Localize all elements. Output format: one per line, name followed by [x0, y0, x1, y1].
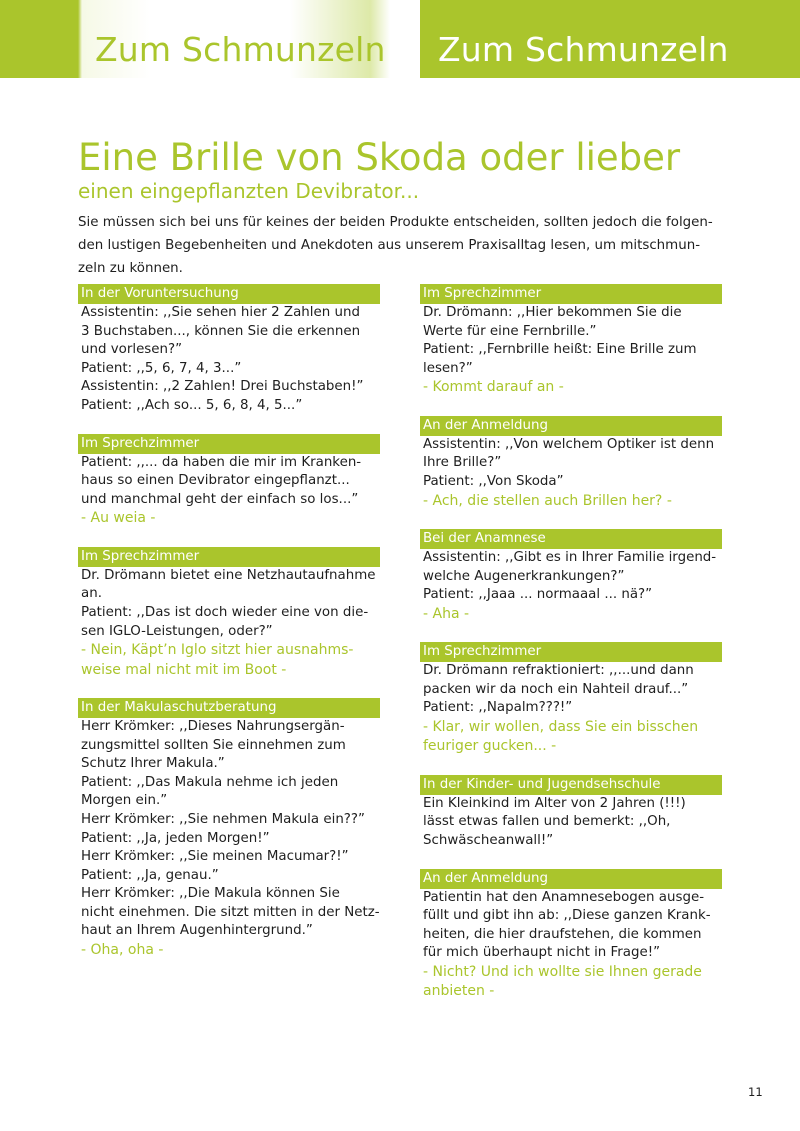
- anecdote-line: Herr Krömker: ,,Die Makula können Sie: [81, 886, 340, 902]
- page-header: [0, 0, 800, 78]
- anecdote-heading: In der Kinder- und Jugendsehschule: [420, 775, 722, 795]
- anecdote-line: sen IGLO-Leistungen, oder?”: [81, 623, 273, 639]
- anecdote-line: für mich überhaupt nicht in Frage!”: [423, 945, 661, 961]
- intro-line: Sie müssen sich bei uns für keines der beiden Produkte entscheiden, sollten jedoch die folgen-: [78, 215, 713, 230]
- anecdote-line: Patient: ,,5, 6, 7, 4, 3...”: [81, 360, 242, 376]
- anecdote-line: haut an Ihrem Augenhintergrund.”: [81, 923, 313, 939]
- header-right-title: Zum Schmunzeln: [438, 30, 729, 69]
- intro-line: zeln zu können.: [78, 260, 183, 276]
- anecdote-line: Dr. Drömann bietet eine Netzhautaufnahme: [81, 567, 376, 583]
- anecdote-heading: In der Voruntersuchung: [78, 284, 380, 304]
- anecdote-block: [78, 434, 380, 529]
- anecdote-line: Assistentin: ,,Von welchem Optiker ist denn: [423, 436, 715, 452]
- anecdote-line: welche Augenerkrankungen?”: [423, 568, 625, 584]
- anecdote-line: Herr Krömker: ,,Dieses Nahrungsergän-: [81, 718, 345, 734]
- intro-paragraph: [78, 212, 718, 280]
- anecdote-heading: An der Anmeldung: [420, 869, 722, 889]
- anecdote-line: Ihre Brille?”: [423, 455, 502, 471]
- anecdote-line: Ein Kleinkind im Alter von 2 Jahren (!!!): [423, 795, 686, 811]
- anecdote-line: heiten, die hier draufstehen, die kommen: [423, 926, 702, 942]
- anecdote-punchline: - Kommt darauf an -: [423, 379, 564, 396]
- anecdote-block: [420, 642, 722, 757]
- anecdote-block: [78, 547, 380, 680]
- anecdote-block: [420, 869, 722, 1002]
- anecdote-line: Werte für eine Fernbrille.”: [423, 323, 597, 339]
- anecdote-heading: Im Sprechzimmer: [420, 284, 722, 304]
- anecdote-line: haus so einen Devibrator eingepflanzt...: [81, 473, 350, 489]
- anecdote-heading: Bei der Anamnese: [420, 529, 722, 549]
- anecdote-punchline: - Oha, oha -: [81, 942, 164, 959]
- anecdote-block: [78, 698, 380, 961]
- anecdote-punchline: feuriger gucken... -: [423, 738, 557, 755]
- anecdote-line: nicht einehmen. Die sitzt mitten in der Netz-: [81, 904, 380, 920]
- anecdote-punchline: weise mal nicht mit im Boot -: [81, 661, 287, 678]
- anecdote-block: [420, 529, 722, 624]
- anecdote-line: Dr. Drömann: ,,Hier bekommen Sie die: [423, 305, 682, 320]
- anecdote-line: lässt etwas fallen und bemerkt: ,,Oh,: [423, 814, 671, 830]
- anecdote-line: 3 Buchstaben..., können Sie die erkennen: [81, 323, 361, 339]
- anecdote-block: [420, 284, 722, 398]
- anecdote-block: [420, 416, 722, 511]
- page-subtitle: einen eingepflanzten Devibrator...: [78, 179, 420, 203]
- anecdote-line: Patient: ,,Das ist doch wieder eine von die-: [81, 604, 369, 620]
- anecdote-heading: Im Sprechzimmer: [78, 547, 380, 567]
- anecdote-punchline: - Nein, Käpt’n Iglo sitzt hier ausnahms-: [81, 642, 354, 659]
- anecdote-line: Patientin hat den Anamnesebogen ausge-: [423, 889, 705, 905]
- anecdote-line: Patient: ,,... da haben die mir im Kranken-: [81, 454, 362, 470]
- anecdote-line: Assistentin: ,,Sie sehen hier 2 Zahlen und: [81, 305, 360, 320]
- page-title: Eine Brille von Skoda oder lieber: [78, 136, 681, 179]
- header-left-title: Zum Schmunzeln: [95, 30, 386, 69]
- anecdote-line: Patient: ,,Das Makula nehme ich jeden: [81, 774, 339, 790]
- anecdote-line: packen wir da noch ein Nahteil drauf...”: [423, 681, 689, 697]
- anecdote-heading: An der Anmeldung: [420, 416, 722, 436]
- anecdote-line: Schwäscheanwall!”: [423, 832, 554, 848]
- anecdote-punchline: anbieten -: [423, 983, 495, 1000]
- anecdote-heading: In der Makulaschutzberatung: [78, 698, 380, 718]
- anecdote-punchline: - Nicht? Und ich wollte sie Ihnen gerade: [423, 963, 702, 980]
- anecdote-block: [78, 284, 380, 416]
- anecdote-line: Patient: ,,Ach so... 5, 6, 8, 4, 5...”: [81, 397, 303, 413]
- left-column: [78, 284, 380, 978]
- anecdote-line: Patient: ,,Fernbrille heißt: Eine Brille zum: [423, 342, 697, 358]
- anecdote-punchline: - Au weia -: [81, 510, 156, 527]
- anecdote-line: Assistentin: ,,Gibt es in Ihrer Familie irgend-: [423, 549, 717, 565]
- anecdote-heading: Im Sprechzimmer: [420, 642, 722, 662]
- anecdote-line: Dr. Drömann refraktioniert: ,,...und dann: [423, 663, 694, 679]
- anecdote-line: Patient: ,,Jaaa ... normaaal ... nä?”: [423, 587, 653, 603]
- right-column: [420, 284, 722, 1020]
- anecdote-line: und vorlesen?”: [81, 342, 183, 358]
- anecdote-line: Schutz Ihrer Makula.”: [81, 756, 225, 772]
- anecdote-punchline: - Ach, die stellen auch Brillen her? -: [423, 492, 672, 509]
- anecdote-block: [420, 775, 722, 851]
- anecdote-line: an.: [81, 586, 102, 602]
- anecdote-line: Herr Krömker: ,,Sie nehmen Makula ein??”: [81, 811, 365, 827]
- intro-line: den lustigen Begebenheiten und Anekdoten aus unserem Praxisalltag lesen, um mitschmun-: [78, 237, 701, 253]
- anecdote-line: Assistentin: ,,2 Zahlen! Drei Buchstaben!”: [81, 379, 364, 395]
- anecdote-punchline: - Aha -: [423, 605, 470, 622]
- anecdote-line: Patient: ,,Napalm???!”: [423, 700, 573, 716]
- anecdote-line: Herr Krömker: ,,Sie meinen Macumar?!”: [81, 849, 349, 865]
- anecdote-line: zungsmittel sollten Sie einnehmen zum: [81, 737, 346, 753]
- anecdote-line: Patient: ,,Ja, genau.”: [81, 867, 219, 883]
- anecdote-line: Patient: ,,Von Skoda”: [423, 473, 564, 489]
- page-number: 11: [748, 1085, 763, 1099]
- anecdote-line: Morgen ein.”: [81, 793, 168, 809]
- anecdote-line: füllt und gibt ihn ab: ,,Diese ganzen Krank-: [423, 908, 711, 924]
- anecdote-line: und manchmal geht der einfach so los...”: [81, 491, 359, 507]
- anecdote-line: Patient: ,,Ja, jeden Morgen!”: [81, 830, 270, 846]
- anecdote-line: lesen?”: [423, 360, 473, 376]
- anecdote-heading: Im Sprechzimmer: [78, 434, 380, 454]
- anecdote-punchline: - Klar, wir wollen, dass Sie ein bisschen: [423, 718, 699, 735]
